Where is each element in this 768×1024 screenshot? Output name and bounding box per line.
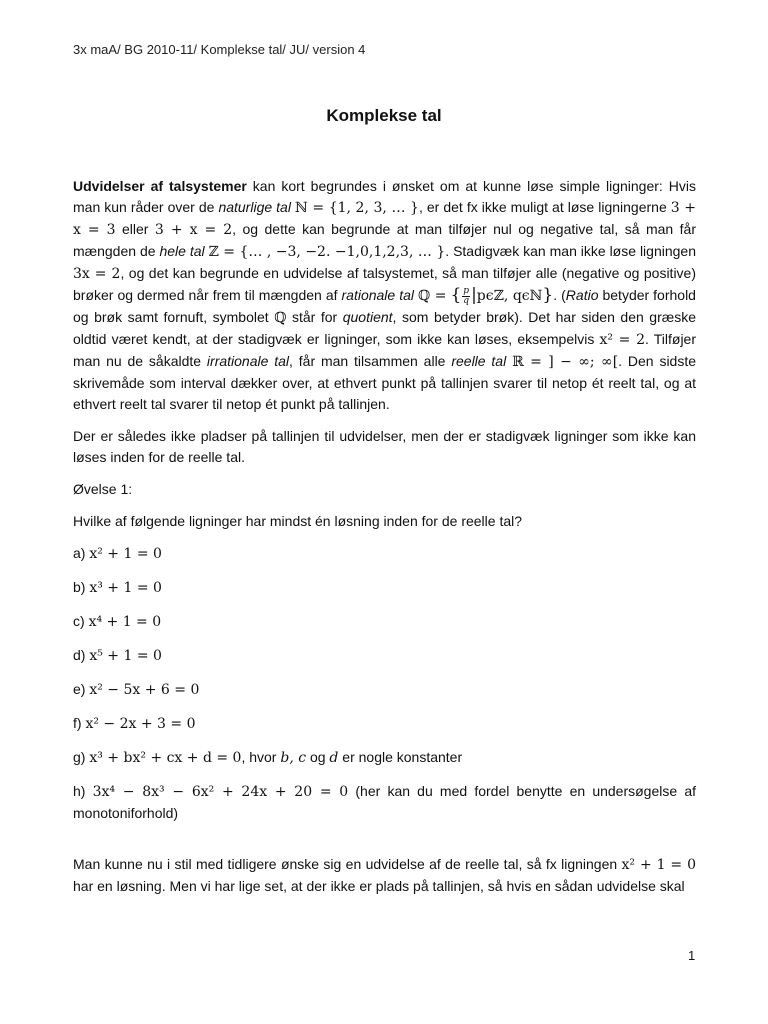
text: , får man tilsammen alle	[289, 353, 452, 369]
math-Q-post: pϵℤ, qϵℕ	[476, 288, 543, 304]
math-bc: b, c	[280, 750, 307, 766]
spacer	[73, 824, 696, 854]
item-text: (her kan du med fordel benytte en undersøgelse af monotoniforhold)	[73, 783, 696, 821]
math-R: ℝ = ] − ∞; ∞[	[512, 354, 619, 370]
item-label: a)	[73, 545, 90, 561]
math-Q-pre: ℚ =	[417, 288, 447, 304]
item-equation: x² + 1 = 0	[89, 546, 162, 562]
fraction-denominator: q	[463, 295, 470, 306]
term-reelle: reelle tal	[451, 353, 507, 369]
item-label: h)	[73, 783, 93, 799]
item-label: f)	[73, 715, 86, 731]
exercise-item-e	[73, 679, 696, 701]
exercise-item-h	[73, 781, 696, 824]
text: . Stadigvæk kan man ikke løse ligningen	[445, 243, 696, 259]
text: betyder forhold og brøk samt fornuft, symbolet	[73, 287, 696, 325]
paragraph-2: Der er således ikke pladser på tallinjen til udvidelser, men der er stadigvæk ligninger som ikke kan løses inden for de reelle tal.	[73, 428, 696, 465]
page-title: Komplekse tal	[326, 106, 442, 125]
item-equation: x³ + 1 = 0	[89, 580, 162, 596]
math-d: d	[329, 750, 339, 766]
text: . (	[553, 287, 566, 303]
term-naturlige: naturlige tal	[218, 199, 291, 215]
math-eq2: 3 + x = 2	[154, 222, 233, 238]
text: , er det fx ikke muligt at løse ligningerne	[418, 199, 671, 215]
item-label: d)	[73, 647, 90, 663]
math-eq1: 3 + x = 3	[73, 200, 696, 238]
exercise-item-c	[73, 611, 696, 633]
running-header: 3x maA/ BG 2010-11/ Komplekse tal/ JU/ version 4	[73, 42, 366, 57]
term-ratio: Ratio	[565, 287, 599, 303]
page-number: 1	[688, 948, 696, 963]
exercise-item-d	[73, 645, 696, 667]
text: , hvor	[241, 749, 281, 765]
text: eller	[115, 221, 155, 237]
math-N: ℕ = {1, 2, 3, … }	[295, 200, 419, 216]
intro-paragraph	[73, 176, 696, 415]
math-eq4: x² = 2	[599, 332, 645, 348]
exercise-item-b	[73, 577, 696, 599]
set-bar: |	[471, 285, 477, 305]
text: kan kort begrundes i ønsket om at kunne løse simple ligninger: Hvis man kun råder over de	[73, 178, 696, 215]
item-equation: x⁵ + 1 = 0	[89, 648, 162, 664]
exercise-item-g	[73, 747, 696, 769]
term-rationale: rationale tal	[341, 287, 414, 303]
document-body	[73, 176, 696, 908]
text: står for	[286, 309, 343, 325]
math-Z: ℤ = {… , −3, −2. −1,0,1,2,3, … }	[208, 244, 446, 260]
item-label: e)	[73, 681, 90, 697]
item-label: b)	[73, 579, 90, 595]
text: har en løsning. Men vi har lige set, at der ikke er plads på tallinjen, så hvis en sådan udvidelse skal	[73, 878, 685, 894]
set-brace-close: }	[542, 285, 554, 305]
item-label: c)	[73, 613, 89, 629]
math-eq: x² + 1 = 0	[621, 857, 696, 873]
text: , og dette kan begrunde at man tilføjer nul og negative tal, så man får mængden de	[73, 221, 696, 259]
item-label: g)	[73, 749, 90, 765]
item-equation: x³ + bx² + cx + d = 0	[89, 750, 242, 766]
exercise-label: Øvelse 1:	[73, 481, 133, 497]
item-equation: x² − 2x + 3 = 0	[85, 716, 196, 732]
text: . Den sidste skrivemåde som interval dækker over, at ethvert punkt på tallinjen svarer til netop ét reelt tal, og at ethvert reelt tal svarer til netop ét punkt på tallinjen.	[73, 353, 697, 412]
fraction-numerator: p	[463, 285, 470, 296]
term-quotient: quotient	[342, 309, 393, 325]
item-equation: x² − 5x + 6 = 0	[89, 682, 200, 698]
item-equation: x⁴ + 1 = 0	[88, 614, 162, 630]
bold-lead: Udvidelser af talsystemer	[73, 178, 247, 194]
text: , som betyder brøk). Det har siden den græske oldtid været kendt, at der stadigvæk er ligninger, som ikke kan løses, eksempelvis	[73, 309, 696, 347]
exercise-question: Hvilke af følgende ligninger har mindst én løsning inden for de reelle tal?	[73, 513, 523, 529]
text: er nogle konstanter	[338, 749, 463, 765]
text: og	[306, 749, 330, 765]
fraction-p-over-q	[462, 287, 470, 306]
exercise-item-f	[73, 713, 696, 735]
text: Man kunne nu i stil med tidligere ønske sig en udvidelse af de reelle tal, så fx ligningen	[73, 856, 622, 872]
text: , og det kan begrunde en udvidelse af talsystemet, så man tilføjer alle (negative og positive) brøker og dermed når frem til mængden af	[73, 265, 696, 303]
item-equation: 3x⁴ − 8x³ − 6x² + 24x + 20 = 0	[92, 784, 349, 800]
math-eq3: 3x = 2	[73, 266, 121, 282]
math-Q: ℚ	[274, 310, 287, 326]
text: . Tilføjer man nu de såkaldte	[73, 331, 696, 369]
term-hele: hele tal	[159, 243, 205, 259]
term-irrationale: irrationale tal	[206, 353, 290, 369]
set-brace-open: {	[450, 285, 462, 305]
paragraph-3	[73, 854, 696, 897]
exercise-item-a	[73, 543, 696, 565]
